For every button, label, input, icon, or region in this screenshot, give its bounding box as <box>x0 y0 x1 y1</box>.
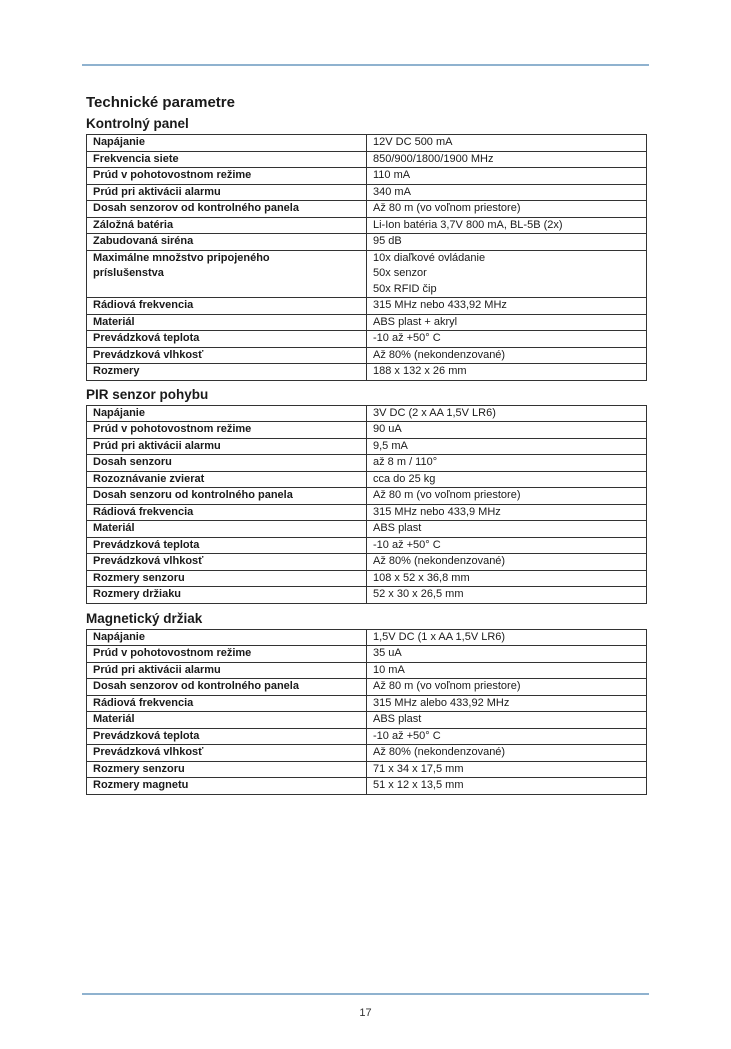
spec-label: Prevádzková vlhkosť <box>87 745 367 762</box>
spec-label: Záložná batéria <box>87 217 367 234</box>
spec-label: Prevádzková teplota <box>87 537 367 554</box>
spec-value: 9,5 mA <box>367 438 647 455</box>
spec-label: Rádiová frekvencia <box>87 504 367 521</box>
spec-label: Prevádzková teplota <box>87 331 367 348</box>
spec-value: 1,5V DC (1 x AA 1,5V LR6) <box>367 629 647 646</box>
spec-label: Dosah senzorov od kontrolného panela <box>87 679 367 696</box>
document-body <box>86 94 646 795</box>
table-row <box>87 331 647 348</box>
table-row <box>87 521 647 538</box>
spec-label: Prúd pri aktivácii alarmu <box>87 184 367 201</box>
table-row <box>87 488 647 505</box>
spec-label: Prevádzková vlhkosť <box>87 347 367 364</box>
spec-label: Prúd v pohotovostnom režime <box>87 168 367 185</box>
spec-label: Dosah senzorov od kontrolného panela <box>87 201 367 218</box>
spec-table-control-panel <box>86 134 647 381</box>
table-row <box>87 504 647 521</box>
spec-value: 108 x 52 x 36,8 mm <box>367 570 647 587</box>
spec-value: 340 mA <box>367 184 647 201</box>
section-title-pir-sensor: PIR senzor pohybu <box>86 386 209 402</box>
spec-value: -10 až +50° C <box>367 331 647 348</box>
table-row <box>87 712 647 729</box>
table-row <box>87 364 647 381</box>
spec-value: 315 MHz alebo 433,92 MHz <box>367 695 647 712</box>
spec-value: 315 MHz nebo 433,92 MHz <box>367 298 647 315</box>
spec-value: ABS plast <box>367 712 647 729</box>
spec-label: Rádiová frekvencia <box>87 298 367 315</box>
spec-value: -10 až +50° C <box>367 537 647 554</box>
table-row <box>87 314 647 331</box>
page-number: 17 <box>359 1007 372 1019</box>
table-row <box>87 745 647 762</box>
spec-label: Rozoznávanie zvierat <box>87 471 367 488</box>
spec-value: Až 80% (nekondenzované) <box>367 554 647 571</box>
table-row <box>87 537 647 554</box>
spec-label: Napájanie <box>87 135 367 152</box>
spec-value: 90 uA <box>367 422 647 439</box>
spec-value: cca do 25 kg <box>367 471 647 488</box>
spec-label: Dosah senzoru od kontrolného panela <box>87 488 367 505</box>
spec-value: 10 mA <box>367 662 647 679</box>
spec-label: Rádiová frekvencia <box>87 695 367 712</box>
spec-label: Prúd v pohotovostnom režime <box>87 646 367 663</box>
spec-label-line: príslušenstva <box>93 267 164 279</box>
table-row <box>87 679 647 696</box>
section-title-control-panel: Kontrolný panel <box>86 116 189 131</box>
spec-label: Prúd v pohotovostnom režime <box>87 422 367 439</box>
table-row <box>87 168 647 185</box>
table-row <box>87 347 647 364</box>
spec-label: Materiál <box>87 521 367 538</box>
table-row <box>87 570 647 587</box>
document-title: Technické parametre <box>86 94 235 111</box>
table-row <box>87 587 647 604</box>
spec-value: -10 až +50° C <box>367 728 647 745</box>
table-row <box>87 151 647 168</box>
spec-label-line: Maximálne množstvo pripojeného <box>93 251 270 264</box>
spec-value: ABS plast + akryl <box>367 314 647 331</box>
header-rule <box>82 64 649 66</box>
table-row <box>87 554 647 571</box>
spec-label: Prevádzková teplota <box>87 728 367 745</box>
spec-label <box>87 250 367 298</box>
spec-value: 315 MHz nebo 433,9 MHz <box>367 504 647 521</box>
spec-value: 850/900/1800/1900 MHz <box>367 151 647 168</box>
spec-value: 95 dB <box>367 234 647 251</box>
spec-label: Frekvencia siete <box>87 151 367 168</box>
table-row <box>87 471 647 488</box>
spec-value: 51 x 12 x 13,5 mm <box>367 778 647 795</box>
table-row <box>87 405 647 422</box>
table-row <box>87 250 647 298</box>
spec-value: 12V DC 500 mA <box>367 135 647 152</box>
spec-label: Rozmery držiaku <box>87 587 367 604</box>
table-row <box>87 662 647 679</box>
table-row <box>87 629 647 646</box>
spec-value: Až 80% (nekondenzované) <box>367 745 647 762</box>
spec-value: 71 x 34 x 17,5 mm <box>367 761 647 778</box>
spec-table-magnetic-holder <box>86 629 647 795</box>
spec-value: 110 mA <box>367 168 647 185</box>
spec-value: 3V DC (2 x AA 1,5V LR6) <box>367 405 647 422</box>
spec-label: Napájanie <box>87 629 367 646</box>
spec-value <box>367 250 647 298</box>
table-row <box>87 135 647 152</box>
spec-value: 35 uA <box>367 646 647 663</box>
table-row <box>87 646 647 663</box>
table-row <box>87 695 647 712</box>
spec-label: Materiál <box>87 314 367 331</box>
spec-value: až 8 m / 110° <box>367 455 647 472</box>
spec-label: Materiál <box>87 712 367 729</box>
spec-value-line: 50x senzor <box>373 267 427 279</box>
section-title-magnetic-holder: Magnetický držiak <box>86 610 203 626</box>
spec-value-line: 10x diaľkové ovládanie <box>373 251 486 264</box>
spec-value: Až 80 m (vo voľnom priestore) <box>367 201 647 218</box>
spec-table-pir-sensor <box>86 405 647 604</box>
table-row <box>87 234 647 251</box>
spec-value: Li-Ion batéria 3,7V 800 mA, BL-5B (2x) <box>367 217 647 234</box>
spec-value: 188 x 132 x 26 mm <box>367 364 647 381</box>
spec-value: Až 80% (nekondenzované) <box>367 347 647 364</box>
table-row <box>87 217 647 234</box>
footer-rule <box>82 993 649 995</box>
spec-label: Prevádzková vlhkosť <box>87 554 367 571</box>
spec-label: Napájanie <box>87 405 367 422</box>
spec-value: Až 80 m (vo voľnom priestore) <box>367 488 647 505</box>
spec-label: Prúd pri aktivácii alarmu <box>87 662 367 679</box>
spec-label: Rozmery senzoru <box>87 761 367 778</box>
spec-label: Dosah senzoru <box>87 455 367 472</box>
spec-value: Až 80 m (vo voľnom priestore) <box>367 679 647 696</box>
spec-label: Rozmery <box>87 364 367 381</box>
table-row <box>87 455 647 472</box>
spec-value: ABS plast <box>367 521 647 538</box>
spec-value-line: 50x RFID čip <box>373 282 437 295</box>
table-row <box>87 761 647 778</box>
spec-label: Zabudovaná siréna <box>87 234 367 251</box>
spec-label: Rozmery senzoru <box>87 570 367 587</box>
table-row <box>87 184 647 201</box>
table-row <box>87 201 647 218</box>
spec-label: Prúd pri aktivácii alarmu <box>87 438 367 455</box>
spec-value: 52 x 30 x 26,5 mm <box>367 587 647 604</box>
table-row <box>87 728 647 745</box>
table-row <box>87 778 647 795</box>
table-row <box>87 298 647 315</box>
table-row <box>87 438 647 455</box>
spec-label: Rozmery magnetu <box>87 778 367 795</box>
table-row <box>87 422 647 439</box>
